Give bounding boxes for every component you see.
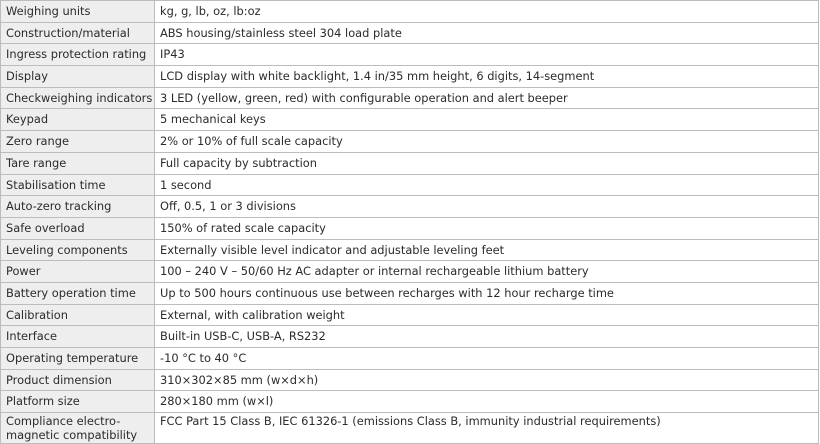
row-value: Externally visible level indicator and adjustable leveling feet <box>155 239 819 261</box>
row-label: Display <box>1 66 155 88</box>
row-label: Operating temperature <box>1 348 155 370</box>
row-value: LCD display with white backlight, 1.4 in/35 mm height, 6 digits, 14-segment <box>155 66 819 88</box>
table-row <box>1 282 819 304</box>
row-value: 280×180 mm (w×l) <box>155 391 819 413</box>
row-label: Weighing units <box>1 1 155 23</box>
row-value: kg, g, lb, oz, lb:oz <box>155 1 819 23</box>
row-value: 5 mechanical keys <box>155 109 819 131</box>
row-label: Platform size <box>1 391 155 413</box>
row-label: Safe overload <box>1 217 155 239</box>
table-row <box>1 239 819 261</box>
row-label: Keypad <box>1 109 155 131</box>
row-label: Battery operation time <box>1 282 155 304</box>
table-row <box>1 217 819 239</box>
row-label: Product dimension <box>1 369 155 391</box>
table-row <box>1 1 819 23</box>
row-label: Stabilisation time <box>1 174 155 196</box>
row-value: IP43 <box>155 44 819 66</box>
row-value: 100 – 240 V – 50/60 Hz AC adapter or internal rechargeable lithium battery <box>155 261 819 283</box>
row-value: 150% of rated scale capacity <box>155 217 819 239</box>
table-row <box>1 174 819 196</box>
row-value: Up to 500 hours continuous use between recharges with 12 hour recharge time <box>155 282 819 304</box>
row-label: Checkweighing indicators <box>1 87 155 109</box>
table-row <box>1 66 819 88</box>
table-row <box>1 44 819 66</box>
table-row <box>1 87 819 109</box>
row-label: Tare range <box>1 152 155 174</box>
table-row <box>1 369 819 391</box>
row-value: ABS housing/stainless steel 304 load plate <box>155 22 819 44</box>
table-row <box>1 131 819 153</box>
row-label: Interface <box>1 326 155 348</box>
table-row <box>1 196 819 218</box>
table-row <box>1 413 819 444</box>
row-value: Off, 0.5, 1 or 3 divisions <box>155 196 819 218</box>
table-row <box>1 348 819 370</box>
table-row <box>1 22 819 44</box>
row-value: External, with calibration weight <box>155 304 819 326</box>
row-label: Ingress protection rating <box>1 44 155 66</box>
table-row <box>1 304 819 326</box>
table-row <box>1 326 819 348</box>
table-row <box>1 261 819 283</box>
row-value: -10 °C to 40 °C <box>155 348 819 370</box>
row-label: Zero range <box>1 131 155 153</box>
table-row <box>1 391 819 413</box>
row-value: 310×302×85 mm (w×d×h) <box>155 369 819 391</box>
row-label: Power <box>1 261 155 283</box>
row-label: Leveling components <box>1 239 155 261</box>
row-value: 2% or 10% of full scale capacity <box>155 131 819 153</box>
table-row <box>1 109 819 131</box>
table-row <box>1 152 819 174</box>
row-value: 3 LED (yellow, green, red) with configurable operation and alert beeper <box>155 87 819 109</box>
row-value: Full capacity by subtraction <box>155 152 819 174</box>
row-label: Construction/material <box>1 22 155 44</box>
row-value: Built-in USB-C, USB-A, RS232 <box>155 326 819 348</box>
row-label: Compliance electro-magnetic compatibility <box>1 413 155 444</box>
row-value: FCC Part 15 Class B, IEC 61326-1 (emissions Class B, immunity industrial requirements) <box>155 413 819 444</box>
row-value: 1 second <box>155 174 819 196</box>
row-label: Calibration <box>1 304 155 326</box>
row-label: Auto-zero tracking <box>1 196 155 218</box>
